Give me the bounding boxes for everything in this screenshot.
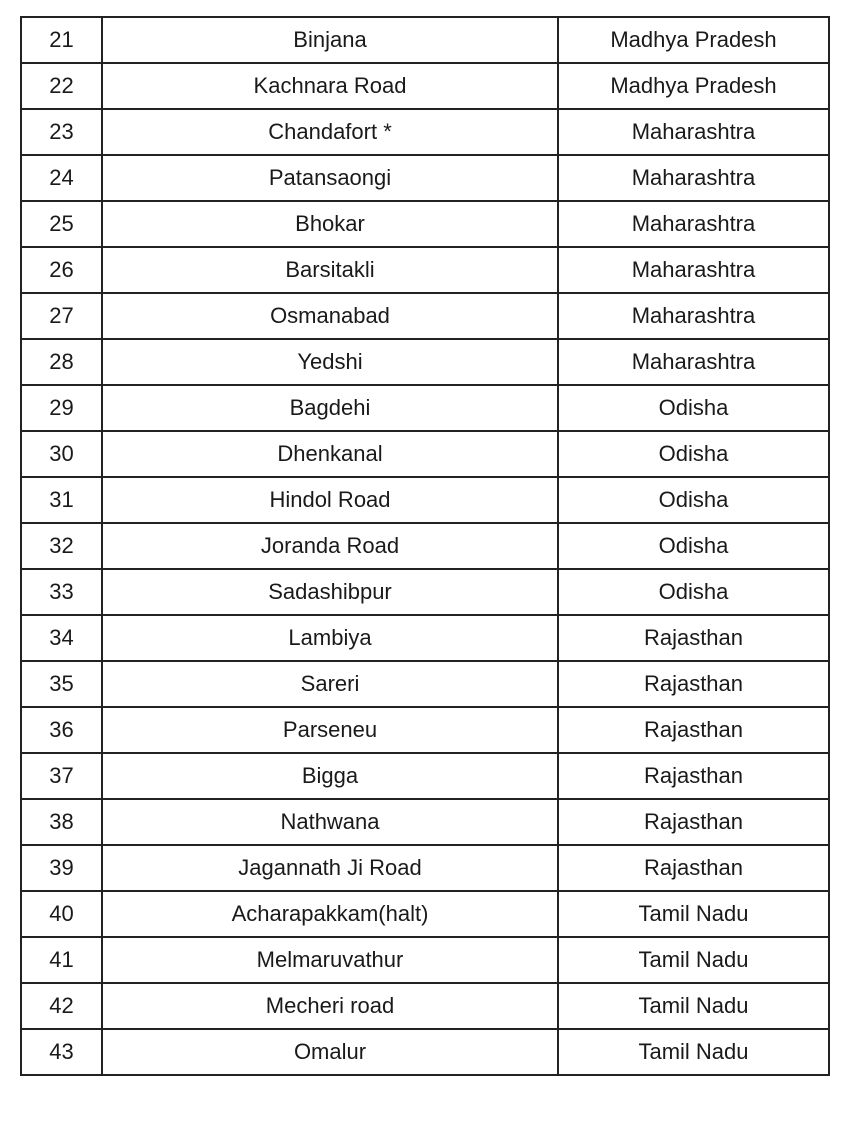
state-name-cell: Maharashtra xyxy=(558,247,829,293)
serial-number-cell: 34 xyxy=(21,615,102,661)
serial-number-cell: 26 xyxy=(21,247,102,293)
table-row xyxy=(21,523,829,569)
serial-number-cell: 21 xyxy=(21,17,102,63)
table-row xyxy=(21,247,829,293)
state-name-cell: Rajasthan xyxy=(558,845,829,891)
table-row xyxy=(21,891,829,937)
table-row xyxy=(21,63,829,109)
table-row xyxy=(21,937,829,983)
station-name-cell: Omalur xyxy=(102,1029,558,1075)
state-name-cell: Madhya Pradesh xyxy=(558,17,829,63)
station-name-cell: Barsitakli xyxy=(102,247,558,293)
table-row xyxy=(21,339,829,385)
state-name-cell: Maharashtra xyxy=(558,293,829,339)
station-name-cell: Binjana xyxy=(102,17,558,63)
state-name-cell: Odisha xyxy=(558,523,829,569)
serial-number-cell: 24 xyxy=(21,155,102,201)
table-row xyxy=(21,615,829,661)
serial-number-cell: 31 xyxy=(21,477,102,523)
station-name-cell: Bigga xyxy=(102,753,558,799)
serial-number-cell: 42 xyxy=(21,983,102,1029)
state-name-cell: Tamil Nadu xyxy=(558,1029,829,1075)
table-row xyxy=(21,799,829,845)
state-name-cell: Rajasthan xyxy=(558,753,829,799)
table-row xyxy=(21,155,829,201)
state-name-cell: Rajasthan xyxy=(558,615,829,661)
station-name-cell: Acharapakkam(halt) xyxy=(102,891,558,937)
state-name-cell: Tamil Nadu xyxy=(558,891,829,937)
station-name-cell: Dhenkanal xyxy=(102,431,558,477)
serial-number-cell: 27 xyxy=(21,293,102,339)
state-name-cell: Maharashtra xyxy=(558,339,829,385)
serial-number-cell: 40 xyxy=(21,891,102,937)
table-row xyxy=(21,17,829,63)
station-name-cell: Chandafort * xyxy=(102,109,558,155)
station-name-cell: Kachnara Road xyxy=(102,63,558,109)
serial-number-cell: 25 xyxy=(21,201,102,247)
state-name-cell: Rajasthan xyxy=(558,707,829,753)
serial-number-cell: 35 xyxy=(21,661,102,707)
station-name-cell: Jagannath Ji Road xyxy=(102,845,558,891)
table-row xyxy=(21,569,829,615)
table-row xyxy=(21,109,829,155)
station-name-cell: Osmanabad xyxy=(102,293,558,339)
stations-table-body xyxy=(21,17,829,1075)
station-name-cell: Yedshi xyxy=(102,339,558,385)
table-row xyxy=(21,661,829,707)
state-name-cell: Tamil Nadu xyxy=(558,983,829,1029)
station-name-cell: Parseneu xyxy=(102,707,558,753)
serial-number-cell: 38 xyxy=(21,799,102,845)
serial-number-cell: 41 xyxy=(21,937,102,983)
table-row xyxy=(21,293,829,339)
station-name-cell: Nathwana xyxy=(102,799,558,845)
station-name-cell: Sadashibpur xyxy=(102,569,558,615)
serial-number-cell: 23 xyxy=(21,109,102,155)
table-row xyxy=(21,983,829,1029)
serial-number-cell: 36 xyxy=(21,707,102,753)
serial-number-cell: 43 xyxy=(21,1029,102,1075)
state-name-cell: Rajasthan xyxy=(558,661,829,707)
stations-table-container xyxy=(20,16,828,1076)
table-row xyxy=(21,477,829,523)
state-name-cell: Maharashtra xyxy=(558,109,829,155)
station-name-cell: Bhokar xyxy=(102,201,558,247)
table-row xyxy=(21,201,829,247)
station-name-cell: Hindol Road xyxy=(102,477,558,523)
table-row xyxy=(21,707,829,753)
state-name-cell: Odisha xyxy=(558,477,829,523)
serial-number-cell: 33 xyxy=(21,569,102,615)
serial-number-cell: 30 xyxy=(21,431,102,477)
station-name-cell: Lambiya xyxy=(102,615,558,661)
station-name-cell: Patansaongi xyxy=(102,155,558,201)
serial-number-cell: 37 xyxy=(21,753,102,799)
state-name-cell: Maharashtra xyxy=(558,201,829,247)
station-name-cell: Sareri xyxy=(102,661,558,707)
state-name-cell: Rajasthan xyxy=(558,799,829,845)
station-name-cell: Joranda Road xyxy=(102,523,558,569)
serial-number-cell: 32 xyxy=(21,523,102,569)
serial-number-cell: 29 xyxy=(21,385,102,431)
state-name-cell: Odisha xyxy=(558,385,829,431)
station-name-cell: Mecheri road xyxy=(102,983,558,1029)
serial-number-cell: 22 xyxy=(21,63,102,109)
table-row xyxy=(21,845,829,891)
table-row xyxy=(21,1029,829,1075)
state-name-cell: Odisha xyxy=(558,569,829,615)
station-name-cell: Bagdehi xyxy=(102,385,558,431)
stations-table xyxy=(20,16,830,1076)
table-row xyxy=(21,431,829,477)
state-name-cell: Tamil Nadu xyxy=(558,937,829,983)
state-name-cell: Maharashtra xyxy=(558,155,829,201)
state-name-cell: Odisha xyxy=(558,431,829,477)
serial-number-cell: 28 xyxy=(21,339,102,385)
state-name-cell: Madhya Pradesh xyxy=(558,63,829,109)
serial-number-cell: 39 xyxy=(21,845,102,891)
station-name-cell: Melmaruvathur xyxy=(102,937,558,983)
table-row xyxy=(21,385,829,431)
table-row xyxy=(21,753,829,799)
